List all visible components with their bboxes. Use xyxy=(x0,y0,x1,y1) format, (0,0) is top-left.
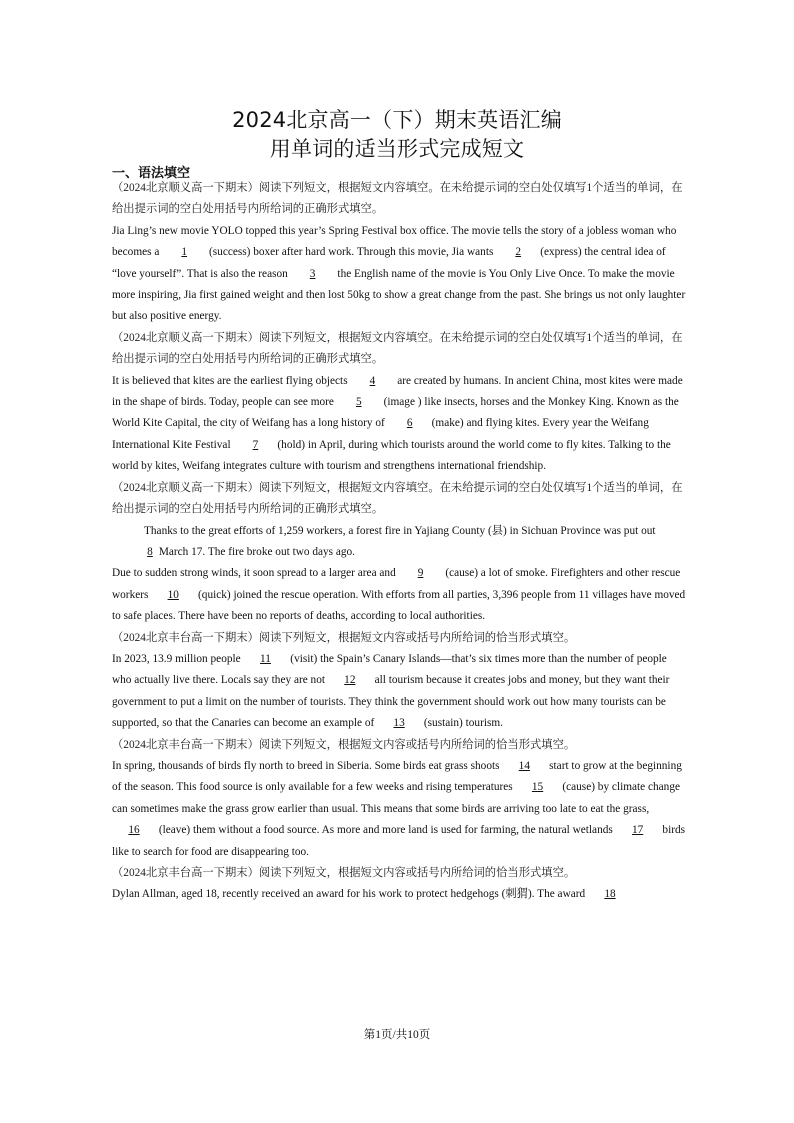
passage-text: Dylan Allman, aged 18, recently received an award for his work to protect hedgehogs (刺猬). The award xyxy=(112,888,588,901)
passage-2-source: （2024北京顺义高一下期末）阅读下列短文，根据短文内容填空。在未给提示词的空白处仅填写1个适当的单词，在给出提示词的空白处用括号内所给词的正确形式填空。 xyxy=(112,331,683,366)
answer-blank-5[interactable]: 5 xyxy=(355,396,362,409)
passage-text: March 17. The fire broke out two days ago. xyxy=(156,545,356,558)
page-number: 第1页/共10页 xyxy=(363,1029,431,1041)
passage-text: (sustain) tourism. xyxy=(421,717,503,730)
passage-3-text-b xyxy=(112,563,688,627)
answer-blank-17[interactable]: 17 xyxy=(631,824,644,837)
passage-5-source: （2024北京丰台高一下期末）阅读下列短文，根据短文内容或括号内所给词的恰当形式填空。 xyxy=(112,738,576,751)
passage-text: Jia Ling’s new movie YOLO topped this year’s Spring Festival box office. The movie tells the story of a jobless woman who becomes a xyxy=(112,224,677,259)
answer-blank-12[interactable]: 12 xyxy=(344,674,356,687)
document-title xyxy=(0,106,794,164)
passage-text: (success) boxer after hard work. Through this movie, Jia wants xyxy=(206,246,497,259)
answer-blank-15[interactable]: 15 xyxy=(531,781,544,794)
passage-2-text xyxy=(112,371,688,478)
answer-blank-2[interactable]: 2 xyxy=(515,246,522,259)
document-body xyxy=(112,178,688,906)
passage-4-source: （2024北京丰台高一下期末）阅读下列短文，根据短文内容或括号内所给词的恰当形式填空。 xyxy=(112,631,576,644)
section-heading: 一、语法填空 xyxy=(112,166,191,181)
passage-text: (image ) like insects, horses and the Monkey King. Known as the World Kite Capital, the city of Weifang has a long history of xyxy=(112,396,679,430)
passage-text: (cause) by climate change can sometimes make the grass grow earlier than usual. This means that some birds are arriving too late to eat the grass, xyxy=(112,781,680,815)
answer-blank-7[interactable]: 7 xyxy=(252,438,259,451)
answer-blank-3[interactable]: 3 xyxy=(309,267,316,280)
passage-text: It is believed that kites are the earliest flying objects xyxy=(112,374,351,387)
passage-text: (cause) a lot of smoke. Firefighters and other rescue workers xyxy=(112,567,681,601)
passage-text: (visit) the Spain’s Canary Islands—that’s six times more than the number of people who actually live there. Locals say they are not xyxy=(112,652,667,687)
passage-3-source: （2024北京顺义高一下期末）阅读下列短文，根据短文内容填空。在未给提示词的空白处仅填写1个适当的单词，在给出提示词的空白处用括号内所给词的正确形式填空。 xyxy=(112,481,683,516)
passage-text: Due to sudden strong winds, it soon spread to a larger area and xyxy=(112,567,399,580)
answer-blank-18[interactable]: 18 xyxy=(604,888,616,901)
answer-blank-16[interactable]: 16 xyxy=(128,824,140,837)
answer-blank-1[interactable]: 1 xyxy=(181,246,188,259)
passage-text: (quick) joined the rescue operation. With efforts from all parties, 3,396 people from 11 villages have moved to safe places. There have been no reports of deaths, according to local authorities. xyxy=(112,588,686,623)
passage-text: In spring, thousands of birds fly north to breed in Siberia. Some birds eat grass shoots xyxy=(112,759,503,772)
answer-blank-4[interactable]: 4 xyxy=(369,374,376,387)
passage-text: the English name of the movie is You Only Live Once. To make the movie more inspiring, Jia first gained weight and then lost 50kg to show a great change from the past. She brings us not only laughter but also positive energy. xyxy=(112,267,686,323)
title-line-1: 2024北京高一（下）期末英语汇编 xyxy=(232,108,562,132)
passage-text: In 2023, 13.9 million people xyxy=(112,652,244,665)
passage-3-text-a xyxy=(112,521,688,564)
answer-blank-10[interactable]: 10 xyxy=(167,588,179,601)
passage-4-text xyxy=(112,649,688,735)
passage-text: birds like to search for food are disappearing too. xyxy=(112,824,686,858)
passage-text: start to grow at the beginning of the season. This food source is only available for a few weeks and rising temperatures xyxy=(112,759,682,794)
passage-6-source: （2024北京丰台高一下期末）阅读下列短文，根据短文内容或括号内所给词的恰当形式填空。 xyxy=(112,867,576,879)
answer-blank-9[interactable]: 9 xyxy=(417,567,424,580)
answer-blank-14[interactable]: 14 xyxy=(518,759,530,772)
answer-blank-13[interactable]: 13 xyxy=(393,717,405,730)
passage-text: all tourism because it creates jobs and money, but they want their government to put a limit on the number of tourists. They think the government should work out how many tourists can be supported, so that the Canaries can become an example of xyxy=(112,674,670,730)
passage-text: (leave) them without a food source. As more and more land is used for farming, the natural wetlands xyxy=(156,824,616,837)
passage-1-source: （2024北京顺义高一下期末）阅读下列短文，根据短文内容填空。在未给提示词的空白处仅填写1个适当的单词，在给出提示词的空白处用括号内所给词的正确形式填空。 xyxy=(112,182,683,216)
title-line-2: 用单词的适当形式完成短文 xyxy=(269,137,525,161)
answer-blank-11[interactable]: 11 xyxy=(260,652,271,665)
answer-blank-6[interactable]: 6 xyxy=(406,417,413,430)
answer-blank-8[interactable]: 8 xyxy=(147,545,153,558)
passage-text: (make) and flying kites. Every year the Weifang International Kite Festival xyxy=(112,417,649,451)
passage-1-text xyxy=(112,221,688,328)
passage-text: (hold) in April, during which tourists around the world come to fly kites. Talking to the world by kites, Weifang integrates culture with tourism and strengthens international friendship. xyxy=(112,438,671,473)
passage-5-text xyxy=(112,756,688,863)
passage-6-text xyxy=(112,884,688,905)
passage-text: Thanks to the great efforts of 1,259 workers, a forest fire in Yajiang County (县) in Sichuan Province was put out xyxy=(144,524,656,537)
passage-text: (express) the central idea of “love yourself”. That is also the reason xyxy=(112,246,666,280)
passage-text: are created by humans. In ancient China, most kites were made in the shape of birds. Today, people can see more xyxy=(112,374,683,409)
